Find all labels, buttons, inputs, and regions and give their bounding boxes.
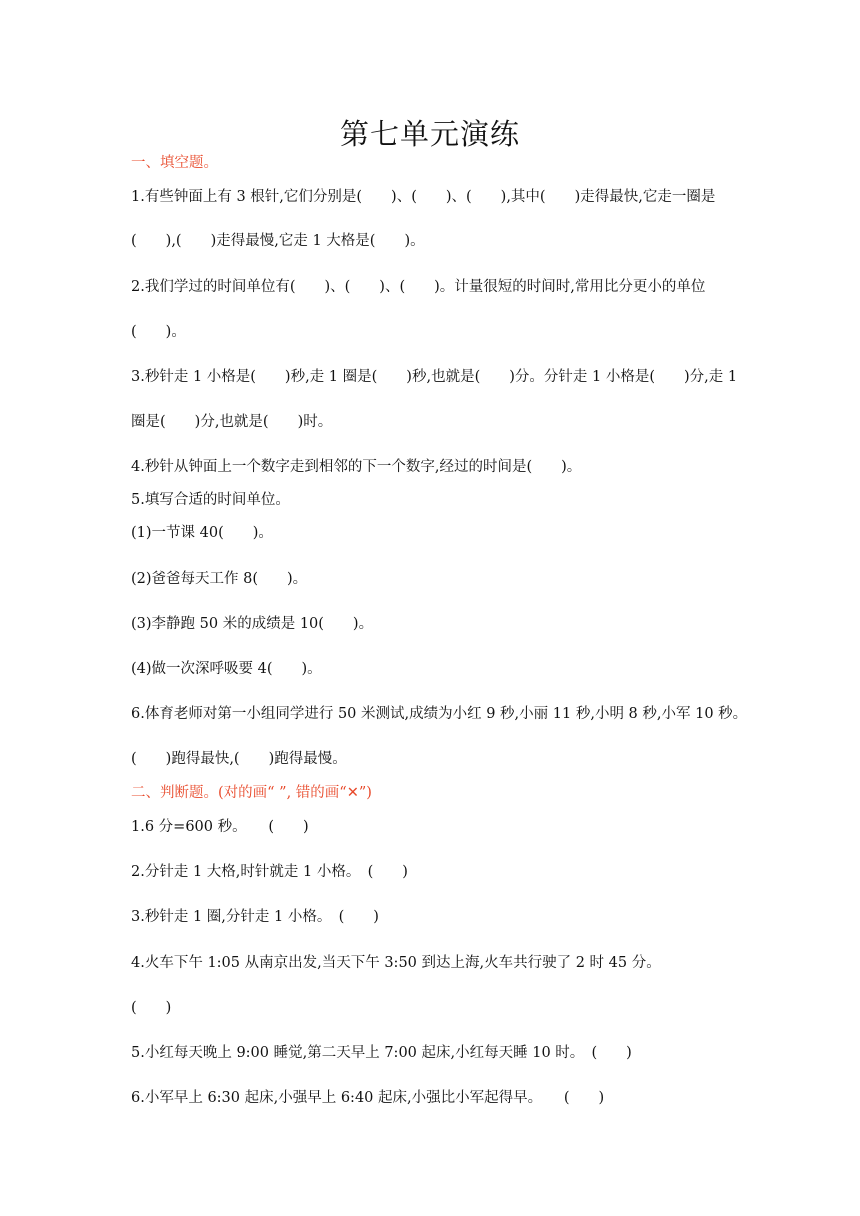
page-title: 第七单元演练	[339, 117, 520, 151]
question-line: (2)爸爸每天工作 8( )。	[131, 571, 308, 587]
question-line: 6.体育老师对第一小组同学进行 50 米测试,成绩为小红 9 秒,小丽 11 秒,小明 8 秒,小军 10 秒。	[131, 706, 748, 722]
question-line: 2.分针走 1 大格,时针就走 1 小格。 ( )	[131, 864, 408, 880]
question-line: ( )。	[131, 324, 186, 340]
question-line: 3.秒针走 1 小格是( )秒,走 1 圈是( )秒,也就是( )分。分针走 1 小格是( )分,走 1	[131, 369, 738, 385]
question-line: ( )跑得最快,( )跑得最慢。	[131, 751, 347, 767]
question-line: 5.小红每天晚上 9:00 睡觉,第二天早上 7:00 起床,小红每天睡 10 时。 ( )	[131, 1045, 632, 1061]
question-line: 2.我们学过的时间单位有( )、( )、( )。计量很短的时间时,常用比分更小的单位	[131, 279, 706, 295]
question-line: 3.秒针走 1 圈,分针走 1 小格。 ( )	[131, 909, 379, 925]
question-line: ( )	[131, 1000, 172, 1016]
question-line: 圈是( )分,也就是( )时。	[131, 414, 333, 430]
question-line: 6.小军早上 6:30 起床,小强早上 6:40 起床,小强比小军起得早。 ( )	[131, 1090, 605, 1106]
question-line: 5.填写合适的时间单位。	[131, 492, 290, 508]
question-line: 4.火车下午 1:05 从南京出发,当天下午 3:50 到达上海,火车共行驶了 2 时 45 分。	[131, 955, 661, 971]
question-line: 4.秒针从钟面上一个数字走到相邻的下一个数字,经过的时间是( )。	[131, 459, 582, 475]
question-line: 1.6 分=600 秒。 ( )	[131, 819, 309, 835]
section-heading-fill-blank: 一、填空题。	[131, 155, 218, 171]
question-line: (4)做一次深呼吸要 4( )。	[131, 661, 322, 677]
section-heading-true-false: 二、判断题。(对的画“ ”, 错的画“✕”)	[131, 785, 372, 801]
question-line: (3)李静跑 50 米的成绩是 10( )。	[131, 616, 374, 632]
question-line: (1)一节课 40( )。	[131, 525, 273, 541]
question-line: 1.有些钟面上有 3 根针,它们分别是( )、( )、( ),其中( )走得最快,它走一圈是	[131, 189, 716, 205]
question-line: ( ),( )走得最慢,它走 1 大格是( )。	[131, 233, 425, 249]
